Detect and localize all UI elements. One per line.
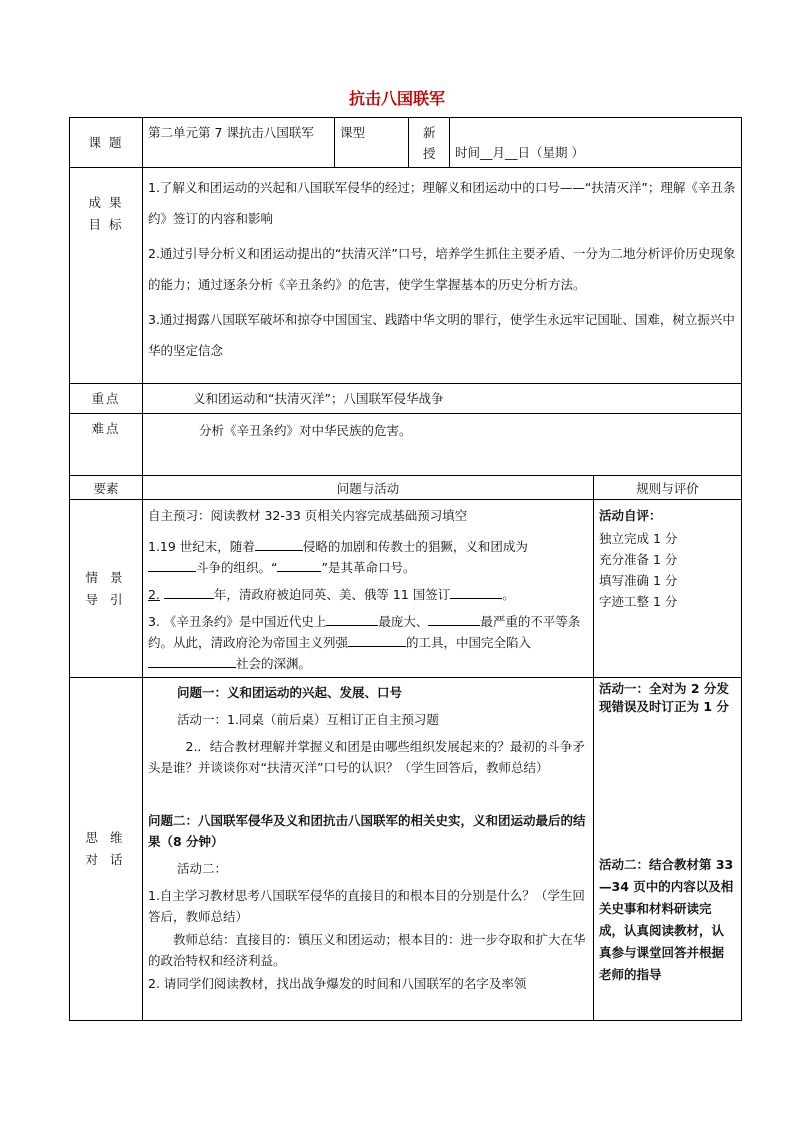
difficulty-label: 难点 (70, 414, 143, 476)
goals-content-cell (143, 168, 742, 384)
key-point-text: 义和团运动和“扶清灭洋”；八国联军侵华战争 (193, 391, 444, 406)
type-label-cell (335, 118, 409, 168)
q2-text-b: 。 (502, 587, 515, 602)
page-title: 抗击八国联军 (348, 89, 445, 108)
q1-blank-3[interactable] (277, 557, 321, 572)
activity-2-question-1: 1.自主学习教材思考八国联军侵华的直接目的和根本目的分别是什么？（学生回答后，教师总结） (148, 888, 585, 924)
dialogue-label-cell (70, 678, 143, 1021)
scenario-label-line2: 导 引 (85, 591, 127, 607)
activity-1-eval: 活动一：全对为 2 分发现错误及时订正为 1 分 (599, 681, 729, 714)
difficulty-text: 分析《辛丑条约》对中华民族的危害。 (199, 423, 412, 438)
dialogue-row (70, 678, 742, 1021)
scenario-content-cell (143, 500, 594, 678)
scenario-label-cell (70, 500, 143, 678)
column-header-row (70, 476, 742, 500)
goal-item-2: 2.通过引导分析义和团运动提出的“扶清灭洋”口号，培养学生抓住主要矛盾、一分为二地分析评价历史现象的能力；通过逐条分析《辛丑条约》的危害，使学生掌握基本的历史分析方法。 (148, 246, 736, 292)
type-value: 新授 (423, 125, 442, 161)
activity-1-step-1: 活动一：1.同桌（前后桌）互相订正自主预习题 (177, 712, 439, 727)
goal-item-3: 3.通过揭露八国联军破坏和掠夺中国国宝、践踏中华文明的罪行，使学生永远牢记国耻、国难，树立振兴中华的坚定信念 (148, 312, 735, 358)
type-value-cell (409, 118, 450, 168)
key-point-label: 重点 (70, 384, 143, 414)
q2-text-a: 年，清政府被迫同英、美、俄等 11 国签订 (213, 587, 451, 602)
col-header-evaluation: 规则与评价 (594, 476, 742, 500)
time-cell (450, 118, 742, 168)
activity-2-label: 活动二： (177, 861, 228, 876)
fill-question-2 (143, 580, 593, 607)
activity-2-eval: 活动二：结合教材第 33—34 页中的内容以及相关史事和材料研读完成，认真阅读教材，认真参与课堂回答并根据老师的指导 (599, 857, 734, 982)
dialogue-content-cell (143, 678, 594, 1021)
q2-blank-2[interactable] (450, 584, 502, 599)
activity-2-summary: 教师总结：直接目的：镇压义和团运动；根本目的：进一步夺取和扩大在华的政治特权和经济利益。 (148, 932, 586, 968)
lesson-title-cell (143, 118, 335, 168)
self-eval-item: 充分准备 1 分 (599, 552, 678, 567)
header-row (70, 118, 742, 168)
q2-number: 2. (148, 587, 160, 602)
problem-1-heading: 问题一：义和团运动的兴起、发展、口号 (177, 685, 403, 700)
activity-1-step-2: 2.．结合教材理解并掌握义和团是由哪些组织发展起来的？最初的斗争矛头是谁？并谈谈你对“扶清灭洋”口号的认识？（学生回答后，教师总结） (148, 739, 585, 775)
self-eval-title: 活动自评： (599, 508, 662, 523)
self-eval-item: 字迹工整 1 分 (599, 594, 678, 609)
lesson-plan-table (69, 117, 742, 1021)
scenario-intro: 自主预习：阅读教材 32-33 页相关内容完成基础预习填空 (148, 508, 468, 523)
q1-text-a: 1.19 世纪末，随着 (148, 539, 255, 554)
lesson-title: 第二单元第 7 课抗击八国联军 (148, 125, 314, 140)
dialogue-label-line1: 思 维 (85, 830, 127, 845)
goals-row (70, 168, 742, 384)
problem-2-heading: 问题二：八国联军侵华及义和团抗击八国联军的相关史实，义和团运动最后的结果（8 分钟） (148, 813, 586, 849)
difficulty-cell (143, 414, 742, 476)
q1-text-b: 侵略的加剧和传教士的猖獗，义和团成为 (302, 539, 528, 554)
fill-question-1 (143, 528, 593, 580)
self-eval-item: 独立完成 1 分 (599, 531, 678, 546)
time-text: 时间__月__日（星期 ） (455, 145, 584, 160)
q1-text-d: ”是其革命口号。 (321, 560, 416, 575)
self-eval-item: 填写准确 1 分 (599, 573, 678, 588)
q3-text-b: 最庞大、 (378, 614, 429, 629)
key-point-cell (143, 384, 742, 414)
activity-2-question-2: 2. 请同学们阅读教材，找出战争爆发的时间和八国联军的名字及率领 (148, 976, 527, 991)
q3-blank-3[interactable] (348, 632, 406, 647)
col-header-activities: 问题与活动 (143, 476, 594, 500)
col-header-elements: 要素 (70, 476, 143, 500)
scenario-row (70, 500, 742, 678)
q3-text-e: 社会的深渊。 (236, 656, 312, 671)
dialogue-label-line2: 对 话 (85, 852, 127, 867)
goals-label-line1: 成 果 (88, 195, 124, 210)
goal-item-1: 1.了解义和团运动的兴起和八国联军侵华的经过；理解义和团运动中的口号——“扶清灭洋”；理解《辛丑条约》签订的内容和影响 (148, 180, 736, 226)
goals-label-cell (70, 168, 143, 384)
q2-blank-1[interactable] (164, 584, 214, 599)
q3-text-c: 最严重的不平等条约。从此，清政府沦为帝国主义列强 (148, 614, 581, 650)
q3-blank-1[interactable] (326, 611, 378, 626)
q1-text-c: 斗争的组织。“ (196, 560, 278, 575)
difficulty-row (70, 414, 742, 476)
key-point-row (70, 384, 742, 414)
type-label: 课型 (340, 125, 366, 140)
q1-blank-1[interactable] (255, 536, 303, 551)
q3-text-a: 3. 《辛丑条约》是中国近代史上 (148, 614, 327, 629)
q3-blank-2[interactable] (428, 611, 480, 626)
q1-blank-2[interactable] (148, 557, 196, 572)
q3-blank-4[interactable] (148, 653, 236, 668)
dialogue-eval-cell (594, 678, 742, 1021)
q3-text-d: 的工具，中国完全陷入 (406, 635, 532, 650)
fill-question-3 (143, 607, 593, 676)
scenario-label-line1: 情 景 (85, 569, 127, 585)
lesson-label: 课 题 (70, 118, 143, 168)
scenario-eval-cell (594, 500, 742, 678)
goals-label-line2: 目 标 (88, 217, 124, 232)
